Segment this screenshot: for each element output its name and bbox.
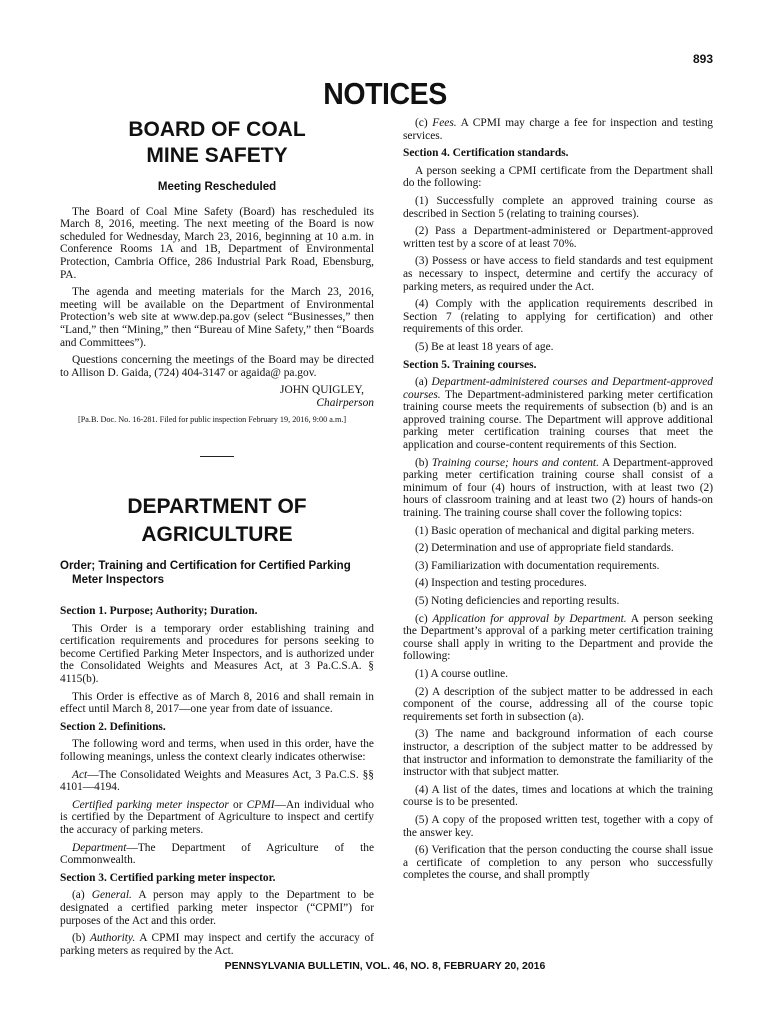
section-5c-label: (c): [415, 612, 433, 625]
signer-name: JOHN QUIGLEY,: [280, 384, 364, 397]
section-4-item: (1) Successfully complete an approved training course as described in Section 5 (relating to training courses).: [403, 194, 713, 220]
section-3c-text: A CPMI may charge a fee for inspection and testing services.: [403, 117, 714, 142]
section-5c: [403, 613, 713, 663]
agriculture-heading: [60, 493, 374, 549]
section-5a-term: Department-administered courses and Department-approved courses.: [403, 376, 713, 401]
definition-act-text: —The Consolidated Weights and Measures Act, 3 Pa.C.S. §§ 4101—4194.: [60, 768, 374, 794]
section-3b-label: (b): [72, 932, 90, 945]
doc-note: [Pa.B. Doc. No. 16-281. Filed for public inspection February 19, 2016, 9:00 a.m.]: [78, 414, 347, 424]
board-paragraph-2: The agenda and meeting materials for the March 23, 2016, meeting will be available on the Department of Environmental Protection’s web site at www.dep.pa.gov (select “Businesses,” then “Land,” then “Mining,” then “Bureau of Mine Safety,” then “Boards and Committees”).: [60, 286, 374, 349]
section-3c: [403, 117, 713, 142]
section-1-heading: Section 1. Purpose; Authority; Duration.: [60, 605, 258, 618]
section-3a-label: (a): [72, 889, 92, 902]
definition-cpmi-or: or: [228, 798, 247, 811]
page-number: 893: [692, 52, 713, 66]
board-paragraph-1: The Board of Coal Mine Safety (Board) has rescheduled its March 8, 2016, meeting. The next meeting of the Board is now scheduled for Wednesday, March 23, 2016, beginning at 10 a.m. in Conference Rooms 1A and 1B, Department of Environmental Protection, Cambria Office, 286 Industrial Park Road, Ebensburg, PA.: [60, 205, 374, 281]
section-5b-label: (b): [415, 456, 432, 469]
section-3a-text: A person may apply to the Department to be designated a certified parking meter inspector (“CPMI”) for purposes of the Act and this order.: [60, 889, 374, 927]
agriculture-heading-line2: AGRICULTURE: [141, 523, 293, 547]
definition-department: [60, 842, 374, 867]
definition-cpmi-text: —An individual who is certified by the Department of Agriculture to inspect and certify the accuracy of parking meters.: [60, 798, 374, 836]
signature-block: [60, 384, 374, 409]
board-heading-line1: BOARD OF COAL: [128, 118, 306, 141]
section-4-item: (2) Pass a Department-administered or Department-approved written test by a score of at least 70%.: [403, 225, 713, 250]
section-5c-item: (6) Verification that the person conducting the course shall issue a certificate of completion to any person who successfully completes the course, and shall promptly: [403, 844, 713, 882]
agriculture-heading-line1: DEPARTMENT OF: [127, 495, 307, 519]
section-5c-item: (2) A description of the subject matter to be addressed in each component of the course, addressing all of the course topic requirements set forth in subsection (a).: [403, 685, 713, 723]
section-5a-text: The Department-administered parking meter certification training course meets the requirements of subsection (b) and is an approved training course. The Department will approve additional parking meter certification training courses that meet the application and course-content requirements of this Section.: [403, 388, 713, 452]
section-divider: [200, 456, 234, 457]
section-5b-item: (3) Familiarization with documentation requirements.: [415, 559, 660, 572]
definition-cpmi: [60, 799, 374, 837]
section-4-heading: Section 4. Certification standards.: [403, 147, 569, 160]
section-5b-item: (4) Inspection and testing procedures.: [415, 577, 587, 590]
definition-cpmi-term: Certified parking meter inspector: [72, 798, 229, 811]
section-5a: [403, 376, 713, 452]
definition-cpmi-abbrev: CPMI: [246, 798, 275, 811]
right-column: [403, 117, 713, 887]
board-subtitle: Meeting Rescheduled: [157, 181, 277, 193]
definition-act: [60, 769, 374, 794]
section-5c-item: (1) A course outline.: [415, 667, 509, 680]
section-1-paragraph-1: This Order is a temporary order establishing training and certification requirements and procedures for persons seeking to become Certified Parking Meter Inspectors, and is authorized under the Consolidated Weights and Measures Act, at 3 Pa.C.S.A. § 4115(b).: [60, 622, 374, 686]
section-1-paragraph-2: This Order is effective as of March 8, 2016 and shall remain in effect until March 8, 2017—one year from date of issuance.: [60, 690, 374, 716]
section-5-heading: Section 5. Training courses.: [403, 358, 537, 371]
board-heading: [60, 117, 374, 169]
order-title: Order; Training and Certification for Certified Parking Meter Inspectors: [60, 560, 351, 587]
page-footer: PENNSYLVANIA BULLETIN, VOL. 46, NO. 8, FEBRUARY 20, 2016: [224, 960, 546, 972]
section-4-item: (3) Possess or have access to field standards and test equipment as necessary to inspect, determine and certify the accuracy of parking meters, as required under the Act.: [403, 255, 713, 293]
section-2-paragraph-1: The following word and terms, when used in this order, have the following meanings, unless the context clearly indicates otherwise:: [60, 738, 374, 764]
definition-department-text: —The Department of Agriculture of the Commonwealth.: [60, 841, 374, 867]
section-5b-item: (1) Basic operation of mechanical and digital parking meters.: [415, 524, 695, 537]
section-5c-item: (3) The name and background information of each course instructor, a description of the subject matter to be addressed by that instructor and information to demonstrate the familiarity of the instructor with that subject matter.: [403, 728, 713, 779]
section-5a-label: (a): [415, 376, 432, 389]
board-heading-line2: MINE SAFETY: [146, 144, 288, 167]
section-3b: [60, 932, 374, 957]
section-3c-label: (c): [415, 117, 433, 129]
section-5b-text: A Department-approved parking meter certification training course shall consist of a minimum of four (4) hours of instruction, with at least two (2) hours of classroom training and at least two (2) hours of hands-on training. The training course shall cover the following topics:: [403, 456, 713, 520]
definition-department-term: Department: [72, 841, 127, 854]
section-5c-text: A person seeking the Department’s approval of a parking meter certification training course shall apply in writing to the Department and provide the following:: [403, 612, 713, 663]
section-3c-term: Fees.: [432, 117, 457, 129]
section-3a: [60, 889, 374, 927]
section-3b-term: Authority.: [89, 932, 136, 945]
section-5b-item: (5) Noting deficiencies and reporting results.: [415, 595, 620, 607]
page-title: NOTICES: [323, 76, 447, 111]
section-2-heading: Section 2. Definitions.: [60, 720, 166, 733]
signer-title: Chairperson: [316, 396, 374, 409]
left-column: [60, 117, 374, 962]
definition-act-term: Act: [72, 768, 88, 781]
section-5c-term: Application for approval by Department.: [432, 612, 627, 625]
section-4-item: (4) Comply with the application requirements described in Section 7 (relating to applying for certification) and other requirements of this order.: [403, 298, 713, 336]
section-5c-item: (4) A list of the dates, times and locations at which the training course is to be presented.: [403, 783, 713, 809]
section-3a-term: General.: [91, 889, 132, 902]
section-3b-text: A CPMI may inspect and certify the accuracy of parking meters as required by the Act.: [60, 932, 374, 957]
section-5b-term: Training course; hours and content.: [431, 456, 599, 469]
section-5b: [403, 457, 713, 520]
section-4-intro: A person seeking a CPMI certificate from the Department shall do the following:: [403, 164, 713, 190]
section-4-item: (5) Be at least 18 years of age.: [415, 340, 554, 353]
section-3-heading: Section 3. Certified parking meter inspector.: [60, 871, 276, 884]
board-paragraph-3: Questions concerning the meetings of the Board may be directed to Allison D. Gaida, (724) 404-3147 or agaida@ pa.gov.: [60, 354, 374, 379]
section-5b-item: (2) Determination and use of appropriate field standards.: [415, 542, 674, 555]
section-5c-item: (5) A copy of the proposed written test, together with a copy of the answer key.: [403, 813, 713, 839]
